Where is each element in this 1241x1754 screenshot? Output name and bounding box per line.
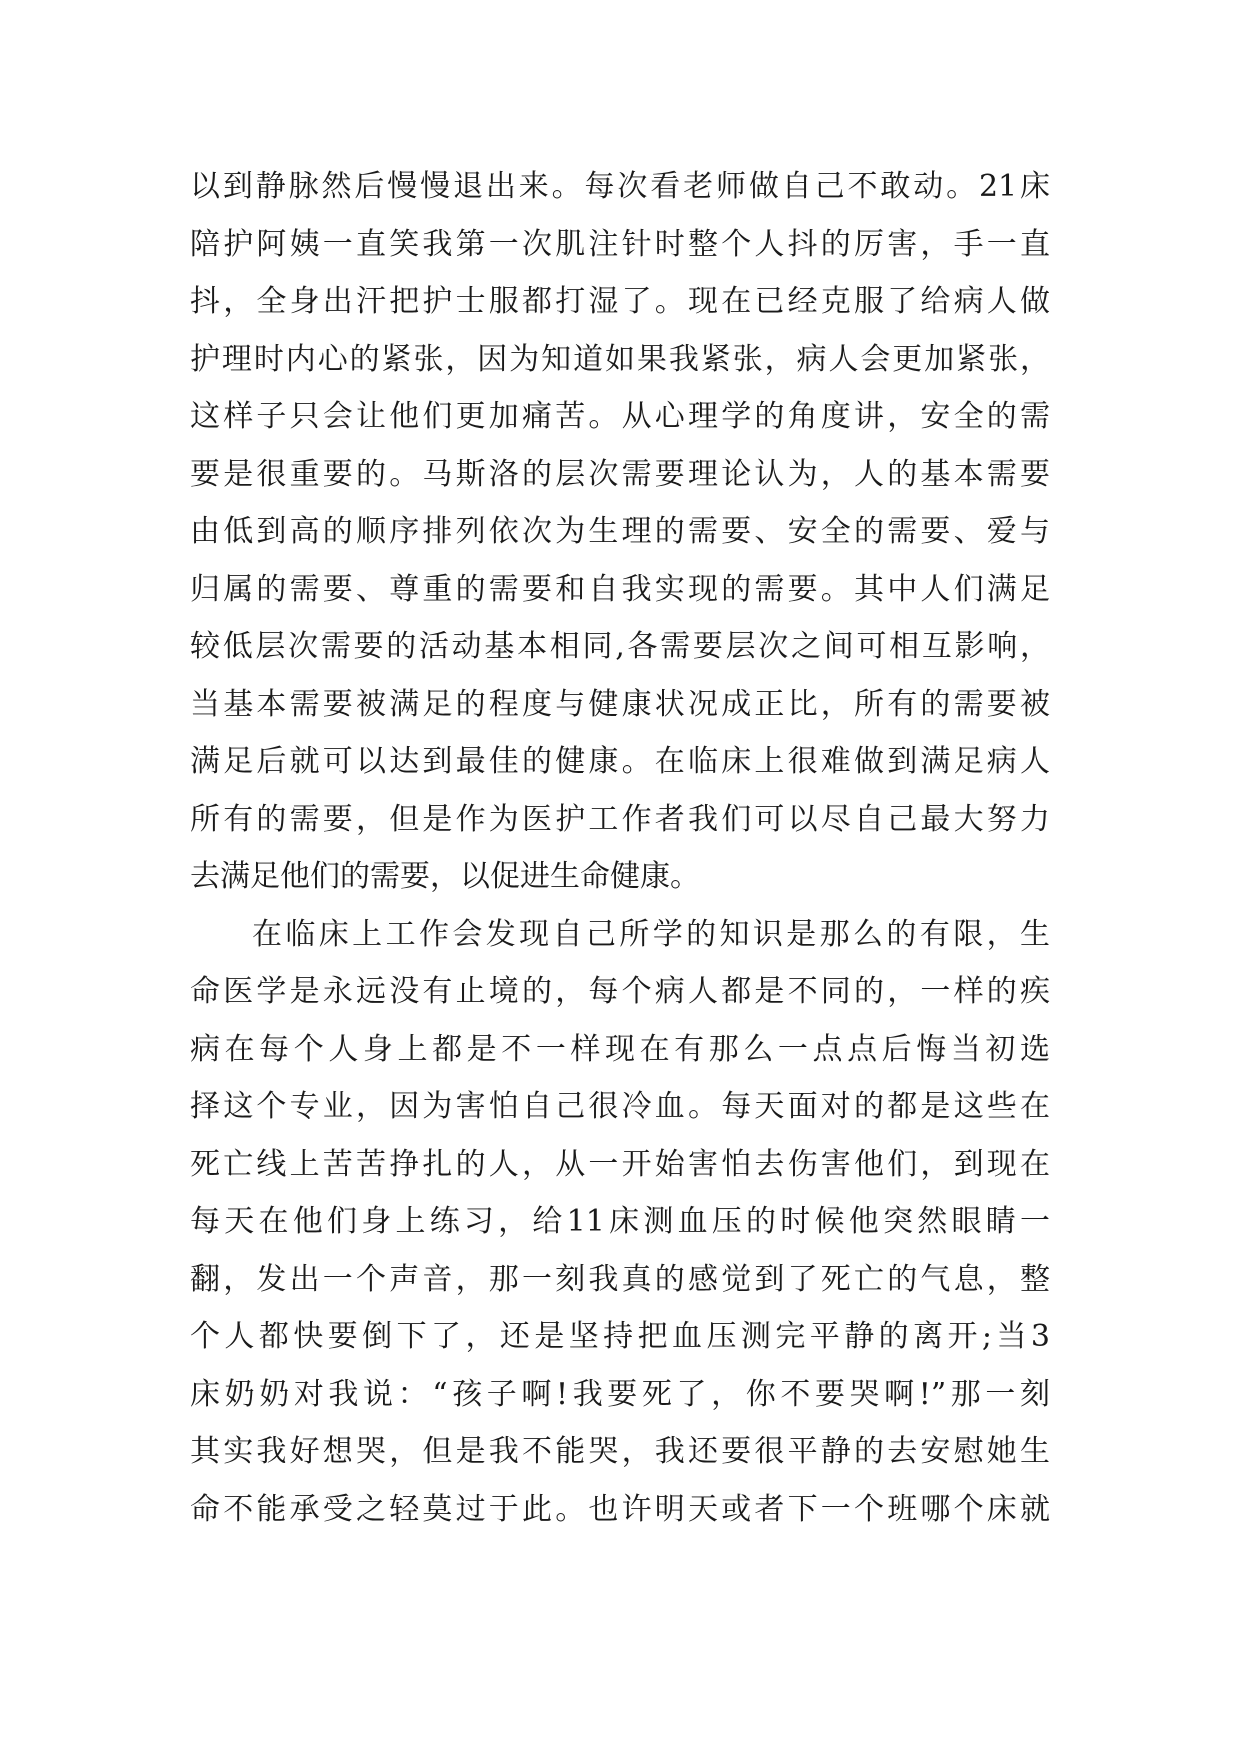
text-line: 陪护阿姨一直笑我第一次肌注针时整个人抖的厉害，手一直 — [190, 226, 1050, 262]
text-line: 归属的需要、尊重的需要和自我实现的需要。其中人们满足 — [190, 571, 1050, 607]
paragraph-first-line: 在临床上工作会发现自己所学的知识是那么的有限，生 — [252, 916, 1050, 952]
text-line: 抖，全身出汗把护士服都打湿了。现在已经克服了给病人做 — [190, 284, 1050, 319]
text-line: 其实我好想哭，但是我不能哭，我还要很平静的去安慰她生 — [190, 1434, 1050, 1469]
text-line: 个人都快要倒下了，还是坚持把血压测完平静的离开;当3 — [190, 1319, 1050, 1354]
text-line: 翻，发出一个声音，那一刻我真的感觉到了死亡的气息，整 — [190, 1261, 1050, 1297]
text-line: 这样子只会让他们更加痛苦。从心理学的角度讲，安全的需 — [190, 399, 1050, 434]
text-line: 由低到高的顺序排列依次为生理的需要、安全的需要、爱与 — [190, 514, 1050, 549]
text-line: 命不能承受之轻莫过于此。也许明天或者下一个班哪个床就 — [190, 1491, 1050, 1527]
text-line: 满足后就可以达到最佳的健康。在临床上很难做到满足病人 — [190, 744, 1050, 779]
text-line: 当基本需要被满足的程度与健康状况成正比，所有的需要被 — [190, 686, 1050, 722]
text-line: 去满足他们的需要，以促进生命健康。 — [190, 859, 700, 894]
text-line: 择这个专业，因为害怕自己很冷血。每天面对的都是这些在 — [190, 1089, 1050, 1124]
text-line: 以到静脉然后慢慢退出来。每次看老师做自己不敢动。21床 — [190, 169, 1050, 204]
text-line: 较低层次需要的活动基本相同,各需要层次之间可相互影响， — [190, 629, 1050, 664]
text-line: 命医学是永远没有止境的，每个病人都是不同的，一样的疾 — [190, 974, 1050, 1009]
body-text — [190, 158, 1050, 1538]
text-line: 所有的需要，但是作为医护工作者我们可以尽自己最大努力 — [190, 801, 1050, 837]
text-line: 要是很重要的。马斯洛的层次需要理论认为，人的基本需要 — [190, 456, 1050, 492]
text-line: 病在每个人身上都是不一样现在有那么一点点后悔当初选 — [190, 1031, 1050, 1067]
text-line: 每天在他们身上练习，给11床测血压的时候他突然眼睛一 — [190, 1204, 1050, 1239]
text-line: 床奶奶对我说：“孩子啊!我要死了，你不要哭啊!”那一刻 — [190, 1376, 1050, 1412]
text-line: 护理时内心的紧张，因为知道如果我紧张，病人会更加紧张， — [190, 341, 1050, 377]
text-line: 死亡线上苦苦挣扎的人，从一开始害怕去伤害他们，到现在 — [190, 1146, 1050, 1182]
